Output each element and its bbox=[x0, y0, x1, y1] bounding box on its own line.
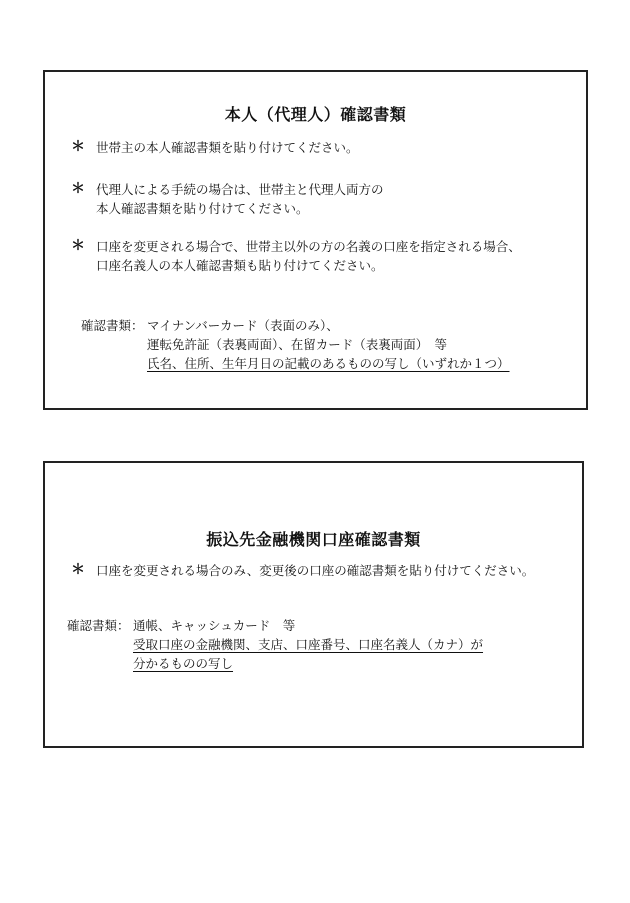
note-line: 口座を変更される場合で、世帯主以外の方の名義の口座を指定される場合、 bbox=[96, 239, 521, 254]
note-line: 口座名義人の本人確認書類も貼り付けてください。 bbox=[96, 258, 384, 273]
documents-line: 氏名、住所、生年月日の記載のあるものの写し（いずれか１つ） bbox=[147, 356, 510, 371]
note-line: 口座を変更される場合のみ、変更後の口座の確認書類を貼り付けてください。 bbox=[96, 563, 535, 578]
documents-line: 運転免許証（表裏両面）、在留カード（表裏両面） 等 bbox=[147, 337, 448, 352]
identity-documents-box bbox=[43, 70, 588, 410]
note-line: 本人確認書類を貼り付けてください。 bbox=[96, 201, 309, 216]
identity-documents-title: 本人（代理人）確認書類 bbox=[224, 105, 407, 124]
note-line: 世帯主の本人確認書類を貼り付けてください。 bbox=[96, 140, 359, 155]
documents-line: 分かるものの写し bbox=[133, 656, 234, 671]
asterisk-icon: ＊ bbox=[71, 181, 85, 197]
asterisk-icon: ＊ bbox=[71, 238, 85, 254]
documents-label: 確認書類： bbox=[67, 618, 130, 633]
note-line: 代理人による手続の場合は、世帯主と代理人両方の bbox=[96, 182, 384, 197]
bank-account-documents-title: 振込先金融機関口座確認書類 bbox=[206, 530, 421, 549]
documents-line: 受取口座の金融機関、支店、口座番号、口座名義人（カナ）が bbox=[133, 637, 484, 652]
asterisk-icon: ＊ bbox=[71, 139, 85, 155]
bank-account-documents-box bbox=[43, 461, 584, 748]
asterisk-icon: ＊ bbox=[71, 562, 85, 578]
documents-label: 確認書類： bbox=[81, 318, 144, 333]
documents-line: 通帳、キャッシュカード 等 bbox=[133, 618, 296, 633]
documents-line: マイナンバーカード（表面のみ）、 bbox=[147, 318, 339, 333]
